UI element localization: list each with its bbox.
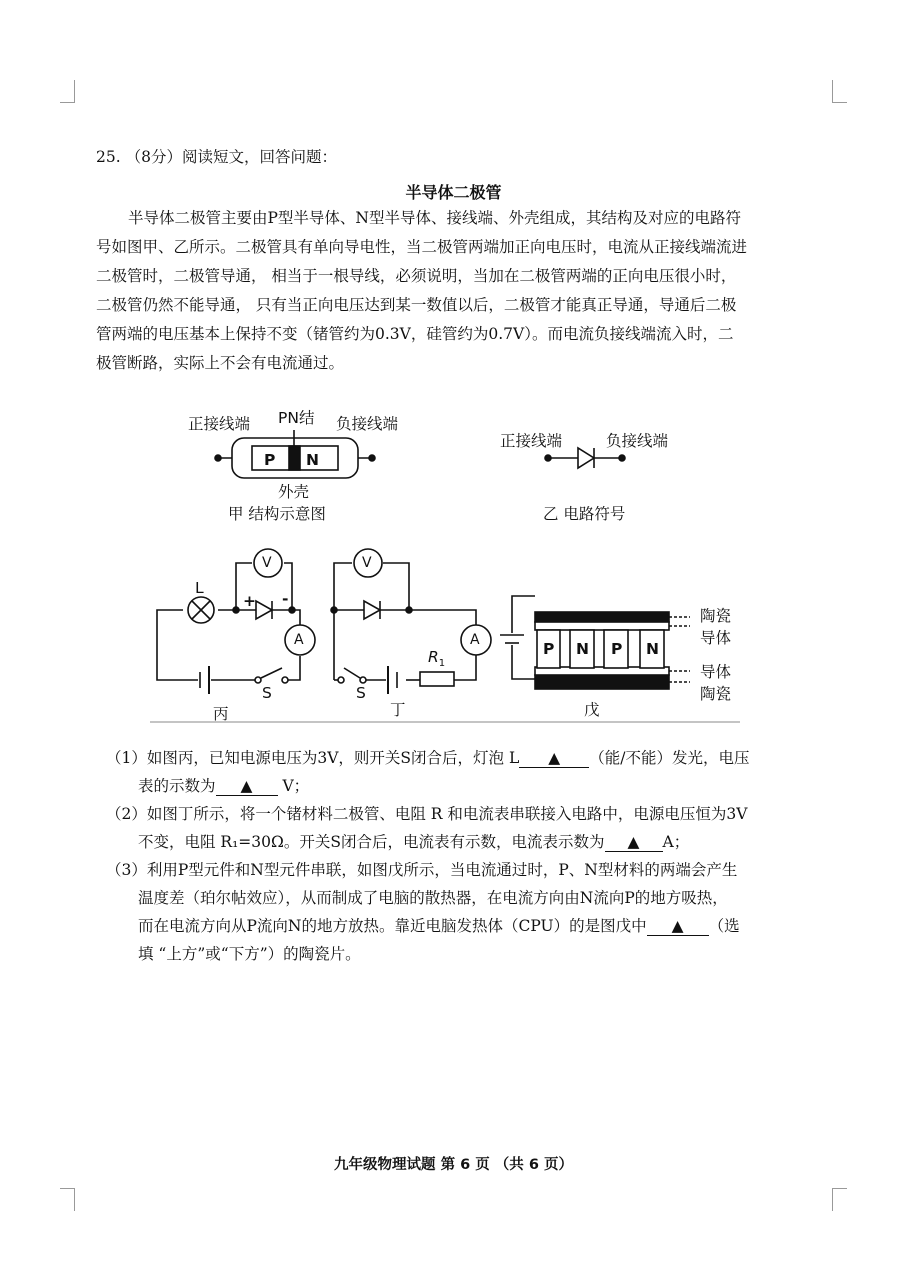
diode-structure-diagram [215, 430, 375, 478]
subquestion-2-line-2 [138, 835, 689, 852]
wu-conductor-top-label: 导体 [700, 629, 732, 647]
yi-neg-terminal-label: 负接线端 [606, 432, 669, 450]
bing-minus-label: - [282, 590, 289, 608]
bing-ammeter-label: A [294, 632, 304, 648]
answer-blank-2[interactable]: ▲ [605, 835, 663, 852]
bing-voltmeter-label: V [262, 555, 272, 571]
question-header: 25. （8分）阅读短文，回答问题： [96, 148, 337, 166]
page-footer: 九年级物理试题 第 6 页 （共 6 页） [334, 1157, 573, 1173]
peltier-diagram [500, 596, 690, 689]
wu-ceramic-bottom-label: 陶瓷 [700, 685, 732, 703]
subquestion-1-text-a: （1）如图丙，已知电源电压为3V，则开关S闭合后，灯泡 L [106, 749, 520, 767]
subquestion-2-text-b: 不变，电阻 R₁=30Ω。开关S闭合后，电流表有示数，电流表示数为 [138, 833, 605, 851]
subquestion-2-text-c: A； [662, 833, 690, 851]
paragraph-line: 二极管仍然不能导通， 只有当正向电压达到某一数值以后，二极管才能真正导通，导通后二极 [96, 296, 737, 314]
jia-caption: 甲 结构示意图 [228, 505, 326, 523]
yi-pos-terminal-label: 正接线端 [500, 432, 563, 450]
wu-element-3: P [611, 640, 623, 658]
ding-resistor-label [428, 648, 445, 669]
subquestion-3-text-a: （3）利用P型元件和N型元件串联，如图戊所示，当电流通过时，P、N型材料的两端会产生 [106, 861, 738, 879]
diode-circuit-symbol [545, 448, 625, 468]
answer-blank-3[interactable]: ▲ [647, 919, 709, 936]
ding-caption: 丁 [390, 701, 406, 719]
subquestion-1-text-b: （能/不能）发光，电压 [589, 749, 750, 767]
wu-caption: 戊 [584, 701, 600, 719]
circuit-bing-diagram [157, 549, 315, 694]
subquestion-3-line-3 [138, 919, 740, 936]
wu-element-1: P [543, 640, 555, 658]
bing-plus-label: + [243, 592, 256, 610]
bing-switch-label: S [262, 684, 272, 702]
subquestion-1-line-1 [106, 751, 750, 768]
subquestion-2-text-a: （2）如图丁所示，将一个锗材料二极管、电阻 R 和电流表串联接入电路中，电源电压恒为3V [106, 805, 748, 823]
paragraph-line: 极管断路，实际上不会有电流通过。 [96, 354, 345, 372]
subquestion-1-line-2 [138, 779, 309, 796]
bing-caption: 丙 [213, 705, 229, 723]
jia-neg-terminal-label: 负接线端 [336, 415, 399, 433]
ding-ammeter-label: A [470, 632, 480, 648]
subquestion-3-line-4 [138, 947, 361, 963]
jia-p-label: P [264, 451, 276, 469]
wu-element-2: N [576, 640, 589, 658]
subquestion-1-text-d: V； [277, 777, 310, 795]
paragraph-line: 号如图甲、乙所示。二极管具有单向导电性，当二极管两端加正向电压时，电流从正接线端流进 [96, 238, 748, 256]
ding-resistor-letter: R [428, 648, 439, 666]
answer-blank-1b[interactable]: ▲ [216, 779, 278, 796]
article-title: 半导体二极管 [405, 183, 502, 202]
circuit-ding-diagram [331, 549, 491, 694]
wu-ceramic-top-label: 陶瓷 [700, 607, 732, 625]
bing-lamp-label: L [195, 579, 204, 597]
subquestion-2-line-1 [106, 807, 747, 823]
subquestion-1-text-c: 表的示数为 [138, 777, 216, 795]
jia-shell-label: 外壳 [278, 483, 310, 501]
yi-caption: 乙 电路符号 [543, 505, 626, 523]
subquestion-3-text-e: 填 “上方”或“下方”）的陶瓷片。 [138, 945, 361, 963]
paragraph-line: 半导体二极管主要由P型半导体、N型半导体、接线端、外壳组成，其结构及对应的电路符 [128, 209, 741, 227]
wu-conductor-bottom-label: 导体 [700, 663, 732, 681]
ding-resistor-subscript: 1 [438, 658, 446, 670]
ding-switch-label: S [356, 684, 366, 702]
subquestion-3-text-c: 而在电流方向从P流向N的地方放热。靠近电脑发热体（CPU）的是图戊中 [138, 917, 647, 935]
subquestion-3-text-d: （选 [708, 917, 740, 935]
jia-pn-junction-label: PN结 [278, 409, 315, 427]
jia-pos-terminal-label: 正接线端 [188, 415, 251, 433]
subquestion-3-text-b: 温度差（珀尔帖效应），从而制成了电脑的散热器，在电流方向由N流向P的地方吸热， [138, 889, 728, 907]
paragraph-line: 二极管时，二极管导通， 相当于一根导线，必须说明，当加在二极管两端的正向电压很小时， [96, 267, 737, 285]
ding-voltmeter-label: V [362, 555, 372, 571]
paragraph-line: 管两端的电压基本上保持不变（锗管约为0.3V，硅管约为0.7V）。而电流负接线端流入时，二 [96, 325, 734, 343]
subquestion-3-line-2 [138, 891, 728, 907]
jia-n-label: N [306, 451, 319, 469]
wu-element-4: N [646, 640, 659, 658]
subquestion-3-line-1 [106, 863, 737, 879]
answer-blank-1a[interactable]: ▲ [519, 751, 589, 768]
